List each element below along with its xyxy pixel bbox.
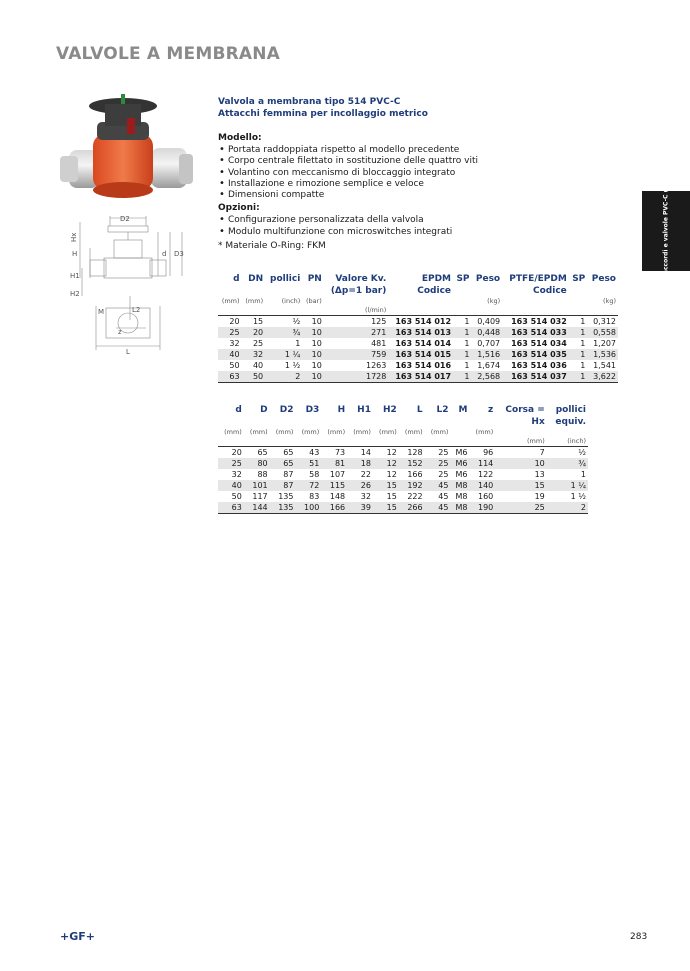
table-cell: 10 <box>495 458 546 469</box>
header-cell: (kg) <box>487 297 501 305</box>
table-cell: 50 <box>231 492 242 501</box>
table-row <box>218 371 618 383</box>
header-cell <box>270 437 296 447</box>
side-tab-label: Tubi, raccordi e valvole PVC-C metrico <box>662 166 670 296</box>
product-subtitle-2: Attacchi femmina per incollaggio metrico <box>218 109 428 119</box>
header-cell <box>425 416 451 428</box>
table-cell: 166 <box>321 502 347 514</box>
table-cell: 0,312 <box>587 316 618 328</box>
table-cell: 122 <box>478 470 494 479</box>
table-cell: 72 <box>295 480 321 491</box>
table-cell: 166 <box>407 470 423 479</box>
table-cell: 100 <box>295 502 321 514</box>
table-cell: 1728 <box>324 371 389 383</box>
header-cell: d <box>235 405 242 415</box>
table-cell: 1 <box>580 339 586 348</box>
table-cell: 0,448 <box>472 327 503 338</box>
dimension-drawing <box>70 208 200 358</box>
table-cell: 1 <box>453 316 472 328</box>
table-cell: 1 <box>580 470 586 479</box>
table-cell: 63 <box>218 502 244 514</box>
table-cell: 152 <box>399 458 425 469</box>
table-row <box>218 480 588 491</box>
table-row <box>218 316 618 328</box>
table-cell: 114 <box>469 458 495 469</box>
table-cell: ¾ <box>265 327 302 338</box>
table-cell: 271 <box>324 327 389 338</box>
table-cell: 39 <box>347 502 373 514</box>
header-cell <box>373 416 399 428</box>
header-cell <box>373 437 399 447</box>
table-cell: 115 <box>321 480 347 491</box>
header-cell <box>295 416 321 428</box>
header-cell: (inch) <box>567 437 586 445</box>
header-cell <box>324 297 389 306</box>
header-cell <box>265 285 302 297</box>
label-d3: D3 <box>174 250 184 258</box>
table-cell: M6 <box>455 470 468 479</box>
header-cell: (mm) <box>430 428 449 436</box>
table-cell: 58 <box>309 470 320 479</box>
header-cell: (mm) <box>245 297 264 305</box>
header-cell: SP <box>572 274 586 284</box>
label-h2: H2 <box>70 290 80 298</box>
header-cell <box>472 285 503 297</box>
table-cell: M6 <box>450 458 469 469</box>
table-cell: 83 <box>309 492 320 501</box>
table-cell: 88 <box>257 470 268 479</box>
table-cell: 1 ½ <box>570 492 586 501</box>
header-cell: M <box>458 405 468 415</box>
table-cell: 20 <box>242 327 266 338</box>
table-cell: 1,516 <box>472 349 503 360</box>
table-cell: 222 <box>407 492 423 501</box>
table-cell: M8 <box>450 480 469 491</box>
table-cell: 40 <box>218 349 242 360</box>
table-cell: 1 <box>464 339 470 348</box>
header-cell: (kg) <box>603 297 616 305</box>
table-cell: 12 <box>373 447 399 459</box>
dimensions-table <box>218 404 588 514</box>
header-cell <box>218 306 242 316</box>
header-cell <box>569 285 588 297</box>
table-cell: 65 <box>270 447 296 459</box>
header-cell: (Δp=1 bar) <box>330 286 387 296</box>
table-cell: 19 <box>534 492 545 501</box>
table-cell: 117 <box>252 492 268 501</box>
table-cell: 10 <box>302 327 324 338</box>
label-z: z <box>118 328 122 336</box>
header-cell <box>472 306 503 316</box>
table-row <box>218 447 588 459</box>
table-cell: 10 <box>302 371 324 383</box>
list-item: • Corpo centrale filettato in sostituzione delle quattro viti <box>218 156 638 167</box>
list-item: • Dimensioni compatte <box>218 190 638 201</box>
table-header-row <box>218 273 618 285</box>
label-hx: Hx <box>70 232 78 242</box>
table-cell: 125 <box>324 316 389 328</box>
header-cell <box>587 285 618 297</box>
table-header-row <box>218 428 588 437</box>
list-item: • Configurazione personalizzata della valvola <box>218 215 638 226</box>
table-cell: 1 <box>569 316 588 328</box>
header-cell: (mm) <box>224 428 242 436</box>
table-cell: 10 <box>311 361 322 370</box>
table-row <box>218 458 588 469</box>
header-cell <box>347 416 373 428</box>
table-header-row <box>218 297 618 306</box>
table-cell: 40 <box>218 480 244 491</box>
table-cell: 1 <box>295 339 301 348</box>
table-cell: 50 <box>242 371 266 383</box>
header-cell: SP <box>456 274 470 284</box>
side-tab <box>642 166 690 296</box>
header-cell: Peso <box>475 274 501 284</box>
header-cell <box>347 437 373 447</box>
header-cell <box>242 306 266 316</box>
table-cell: 20 <box>218 447 244 459</box>
table-cell: 135 <box>278 492 294 501</box>
table-cell: 10 <box>311 339 322 348</box>
table-cell: 0,707 <box>477 339 501 348</box>
header-cell: H <box>337 405 346 415</box>
table-cell: 1 <box>453 327 472 338</box>
header-cell <box>302 285 324 297</box>
header-cell <box>502 297 569 306</box>
header-cell <box>399 437 425 447</box>
table-cell: 26 <box>347 480 373 491</box>
product-subtitle: Valvola a membrana tipo 514 PVC-C <box>218 97 401 107</box>
header-cell <box>321 416 347 428</box>
table-cell: 163 514 032 <box>502 316 569 328</box>
table-cell: 32 <box>229 339 240 348</box>
table-cell: 32 <box>242 349 266 360</box>
table-cell: 1 ¼ <box>265 349 302 360</box>
header-cell: (bar) <box>305 297 322 305</box>
table-cell: 1 <box>569 327 588 338</box>
label-h1: H1 <box>70 272 80 280</box>
valve-photo <box>55 92 195 202</box>
table-cell: 190 <box>469 502 495 514</box>
table-cell: 1 ¼ <box>547 480 588 491</box>
table-header-row <box>218 404 588 416</box>
table-cell: 18 <box>347 458 373 469</box>
table-cell: 15 <box>495 480 546 491</box>
header-cell <box>587 306 618 316</box>
table-cell: ½ <box>265 316 302 328</box>
list-item: • Portata raddoppiata rispetto al modello precedente <box>218 145 638 156</box>
header-cell: Peso <box>591 274 616 284</box>
table-cell: 163 514 014 <box>395 339 452 348</box>
table-cell: M8 <box>455 492 468 501</box>
list-item: • Modulo multifunzione con microswitches integrati <box>218 227 638 238</box>
table-cell: 25 <box>218 327 242 338</box>
table-cell: 1 <box>569 371 588 383</box>
table-cell: 20 <box>218 316 242 328</box>
options-heading: Opzioni: <box>218 203 260 214</box>
table-cell: 144 <box>244 502 270 514</box>
header-cell <box>242 285 266 297</box>
table-cell: M8 <box>450 502 469 514</box>
header-cell <box>453 285 472 297</box>
model-heading: Modello: <box>218 133 262 143</box>
table-cell: 65 <box>244 447 270 459</box>
header-cell: Valore Kv. <box>335 274 387 284</box>
header-cell: (inch) <box>281 297 301 305</box>
table-header-row <box>218 416 588 428</box>
header-cell <box>295 437 321 447</box>
table-cell: 22 <box>360 470 371 479</box>
table-cell: 1 ½ <box>284 361 301 370</box>
header-cell: DN <box>248 274 264 284</box>
table-cell: 15 <box>242 316 266 328</box>
header-cell: D2 <box>279 405 294 415</box>
header-cell <box>450 437 469 447</box>
label-l2: L2 <box>132 306 141 314</box>
table-cell: 1 <box>464 361 470 370</box>
table-cell: 101 <box>244 480 270 491</box>
header-cell: d <box>233 274 240 284</box>
table-row <box>218 360 618 371</box>
table-cell: ¾ <box>547 458 588 469</box>
label-m: M <box>98 308 105 316</box>
header-cell <box>218 285 242 297</box>
header-cell: L <box>416 405 423 415</box>
table-header-row <box>218 306 618 316</box>
label-d: d <box>162 250 167 258</box>
table-cell: 12 <box>373 458 399 469</box>
table-cell: 81 <box>321 458 347 469</box>
header-cell <box>399 416 425 428</box>
table-cell: 107 <box>329 470 346 479</box>
header-cell: z <box>488 405 494 415</box>
table-cell: 32 <box>360 492 371 501</box>
table-cell: 163 514 015 <box>388 349 453 360</box>
table-cell: 1263 <box>365 361 387 370</box>
table-cell: 43 <box>295 447 321 459</box>
table-cell: 163 514 034 <box>511 339 567 348</box>
label-h: H <box>72 250 78 258</box>
table-cell: 51 <box>295 458 321 469</box>
table-cell: 13 <box>534 470 545 479</box>
table-row <box>218 502 588 514</box>
table-cell: 140 <box>469 480 495 491</box>
model-list <box>218 145 638 201</box>
header-cell: (mm) <box>379 428 397 436</box>
header-cell: D3 <box>305 405 320 415</box>
table-row <box>218 469 588 480</box>
header-cell: L2 <box>436 405 449 415</box>
table-cell: 163 514 035 <box>502 349 569 360</box>
table-row <box>218 327 618 338</box>
header-cell: PN <box>307 274 322 284</box>
header-cell: D <box>260 405 268 415</box>
table-cell: 65 <box>270 458 296 469</box>
table-cell: 128 <box>399 447 425 459</box>
header-cell: Codice <box>417 286 452 296</box>
header-cell <box>450 416 469 428</box>
header-cell: Hx <box>531 417 545 427</box>
table-cell: 1,536 <box>587 349 618 360</box>
header-cell: EPDM <box>421 274 452 284</box>
table-cell: 2 <box>265 371 302 383</box>
table-cell: 10 <box>302 316 324 328</box>
table-cell: 45 <box>425 502 451 514</box>
table-cell: 1 <box>580 361 586 370</box>
header-cell: H2 <box>383 405 397 415</box>
options-list <box>218 215 638 238</box>
table-cell: 73 <box>321 447 347 459</box>
table-cell: 759 <box>324 349 389 360</box>
table-cell: 50 <box>229 361 240 370</box>
header-cell <box>453 306 472 316</box>
table-cell: 14 <box>347 447 373 459</box>
header-cell <box>569 306 588 316</box>
table-cell: 87 <box>270 480 296 491</box>
table-cell: 0,409 <box>472 316 503 328</box>
page-title: VALVOLE A MEMBRANA <box>56 44 281 64</box>
table-cell: 96 <box>469 447 495 459</box>
list-item: • Volantino con meccanismo di bloccaggio integrato <box>218 168 638 179</box>
table-cell: 15 <box>373 480 399 491</box>
header-cell: (mm) <box>249 428 268 436</box>
header-cell <box>270 416 296 428</box>
header-cell: (mm) <box>404 428 423 436</box>
header-cell <box>321 437 347 447</box>
header-cell: equiv. <box>555 417 586 427</box>
table-cell: 1,207 <box>593 339 616 348</box>
table-cell: 25 <box>438 470 449 479</box>
table-cell: 1 <box>453 349 472 360</box>
table-cell: 45 <box>425 480 451 491</box>
table-cell: 1 <box>569 349 588 360</box>
table-cell: 1,541 <box>593 361 616 370</box>
header-cell: H1 <box>357 405 371 415</box>
table-cell: 1 <box>453 371 472 383</box>
table-cell: 163 514 033 <box>502 327 569 338</box>
table-cell: 25 <box>425 447 451 459</box>
table-cell: M6 <box>450 447 469 459</box>
product-info <box>218 96 638 252</box>
header-cell: pollici <box>555 405 586 415</box>
codes-table <box>218 273 618 383</box>
header-cell: (mm) <box>353 428 371 436</box>
table-cell: 25 <box>495 502 546 514</box>
table-cell: 160 <box>478 492 494 501</box>
header-cell <box>302 306 324 316</box>
header-cell <box>453 297 472 306</box>
table-cell: 25 <box>252 339 264 348</box>
material-note: * Materiale O-Ring: FKM <box>218 241 326 252</box>
table-header-row <box>218 437 588 447</box>
header-cell <box>388 306 453 316</box>
header-cell: Corsa = <box>505 405 545 415</box>
table-cell: 2 <box>547 502 588 514</box>
header-cell: PTFE/EPDM <box>509 274 567 284</box>
page-number: 283 <box>630 932 648 942</box>
list-item: • Installazione e rimozione semplice e veloce <box>218 179 638 190</box>
gf-logo: +GF+ <box>60 930 95 943</box>
table-cell: 25 <box>218 458 244 469</box>
header-cell <box>569 297 588 306</box>
header-cell <box>425 437 451 447</box>
table-cell: 25 <box>425 458 451 469</box>
table-cell: 40 <box>252 361 264 370</box>
header-cell: Codice <box>533 286 567 296</box>
table-cell: 87 <box>283 470 294 479</box>
label-l: L <box>126 348 130 356</box>
table-cell: 192 <box>399 480 425 491</box>
header-cell: (mm) <box>327 428 346 436</box>
table-cell: 3,622 <box>587 371 618 383</box>
header-cell: (l/min) <box>365 306 387 314</box>
header-cell: pollici <box>270 274 301 284</box>
header-cell <box>244 437 270 447</box>
table-cell: 135 <box>270 502 296 514</box>
header-cell: (mm) <box>221 297 240 305</box>
table-cell: 2,568 <box>472 371 503 383</box>
table-cell: 12 <box>386 470 397 479</box>
table-cell: 163 514 016 <box>395 361 452 370</box>
header-cell <box>244 416 270 428</box>
header-cell <box>547 428 588 437</box>
header-cell <box>218 416 244 428</box>
table-cell: ½ <box>547 447 588 459</box>
table-row <box>218 349 618 360</box>
header-cell: (mm) <box>527 437 545 445</box>
table-cell: 63 <box>218 371 242 383</box>
header-cell <box>469 437 495 447</box>
table-row <box>218 338 618 349</box>
table-cell: 45 <box>438 492 449 501</box>
header-cell <box>469 416 495 428</box>
header-cell: (mm) <box>301 428 320 436</box>
table-cell: 15 <box>386 492 397 501</box>
table-cell: 15 <box>373 502 399 514</box>
header-cell <box>495 428 546 437</box>
table-cell: 7 <box>495 447 546 459</box>
table-cell: 163 514 012 <box>388 316 453 328</box>
table-cell: 80 <box>244 458 270 469</box>
table-cell: 0,558 <box>587 327 618 338</box>
label-d2: D2 <box>120 215 130 223</box>
header-cell <box>502 306 569 316</box>
table-cell: 163 514 037 <box>502 371 569 383</box>
table-cell: 32 <box>231 470 242 479</box>
header-cell <box>450 428 469 437</box>
table-cell: 1,674 <box>477 361 501 370</box>
table-cell: 163 514 036 <box>511 361 567 370</box>
header-cell <box>218 437 244 447</box>
header-cell <box>265 306 302 316</box>
table-row <box>218 491 588 502</box>
table-header-row <box>218 285 618 297</box>
header-cell: (mm) <box>475 428 494 436</box>
table-cell: 10 <box>302 349 324 360</box>
table-cell: 481 <box>371 339 387 348</box>
table-cell: 148 <box>329 492 346 501</box>
header-cell <box>388 297 453 306</box>
table-cell: 163 514 017 <box>388 371 453 383</box>
header-cell: (mm) <box>275 428 294 436</box>
table-cell: 266 <box>399 502 425 514</box>
table-cell: 163 514 013 <box>388 327 453 338</box>
